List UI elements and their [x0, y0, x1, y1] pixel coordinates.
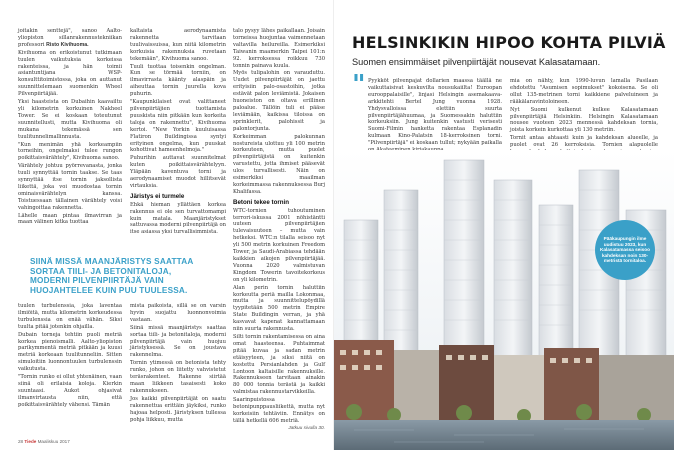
page-footer: [18, 439, 70, 444]
paragraph: Siinä missä maanjäristys saattaa sortaa tiili- ja betonitaloja, moderni pilvenpiirtäjä vain huojuu järistyksessä. Se on joustava rakennelma.: [130, 324, 226, 359]
paragraph: Yksi haasteista on Dubaihin kaavailtu yli kilometrin korkuinen Nakheel Tower. Se ei koskaan toteutunut suunnitellusti, mutta Kivihuoma oli mukana tekemässä sen tuulitunnelimallinnusta.: [18, 99, 122, 140]
paragraph: Nyt Suomi kulkenut kulkee Kalasatamaan pilvenpiirtäjiä Helsinkiin. Helsingin Kalasatamaan nousee vuoteen 2023 mennessä kahdeksan tornia, joista korkein kurkottaa yli 130 metriin.: [510, 106, 658, 134]
paragraph: Puhurihin auttavat suunnitelmat kuten poikittaisvärähtelyyn. Yläpään kaventuva torni ja aerodynaamiset muodot hillitsevät virtauksia.: [130, 155, 226, 189]
paragraph: Korkeimman palokunnan nostureista ulottuu yli 100 metrin korkeuteen, mutta puolet pilvenpiirtäjistä on kuitenkin varustettu, jotta ihmiset pääsevät ulos turvallisesti. Näin on esimerkiksi maailman korkeimmassa rakennuksessa Burj Khalifassa.: [233, 133, 325, 195]
paragraph: Dubain torneja tehtiin puoli metriä korkea pienoismalli. Aalto-yliopiston parikymmentä metriä pitkään ja kuusi metriä korkeaan tuulitunneliin. Sitten simuloitiin luonnontuulen turbulenssin vaikutusta.: [18, 331, 122, 373]
continued-note: Jatkuu sivulla 30.: [288, 425, 325, 431]
paragraph: mia on nähty, kun 1990-luvun lamalla Pasilaan ehdotettu "Asumisen sopimukset" kokoisena. Se oli ollut 135-metrinen torni kaikkiene palveluineen ja rääkälaravintoloineen.: [510, 78, 658, 105]
pull-quote: SIINÄ MISSÄ MAANJÄRISTYS SAATTAA SORTAA TIILI- JA BETONITALOJA, MODERNI PILVENPIIRTÄJÄ VAIN HUOJAHTELEE KUIN PUU TUULESSA.: [30, 257, 194, 295]
quote-mark-icon: ": [352, 70, 366, 100]
paragraph: Tornit antaa ahtaasti kuin ja kahdeksan alueelle, ja puolet ovat 26 kerroksisia. Tornien alapuolelle: [510, 135, 658, 149]
subhead-jaristys: Järistys ei turmele: [130, 192, 185, 200]
left-col-2-upper: [130, 28, 226, 237]
paragraph: tuulen turbulenssia, joka laventaa ilmiöitä, mutta kilometrin korkeudessa turbulenssia on enää vähän. Siksi tuulta pitää jotenkin ohjailla.: [18, 303, 122, 330]
paragraph: Saarinpuistossa betonipunppausliikettä, mutta nyt korkeisiin tehtäviin. Ennätys on tällä hetkellä 606 metriä.: [233, 397, 325, 424]
paragraph: talo pysyy lähes paikallaan. Joisain torneissa huojuntaa vaimennetaan valtavilla heilureilla. Esimerkiksi Taiwanin maamerkin Taipei 101:n 92. kerroksessa roikkuu 730 tonnin painava kuula.: [233, 28, 325, 69]
paragraph: "Tornin runko ei ollut yhtenäinen, vaan siinä oli erilaisia koloja. Kierkin suuntaasi. Aukot ohjasivat ilmanvirtausta niin, että poikittaisvärähtely vähensi. Tämän: [18, 374, 122, 408]
article-subtitle: Suomen ensimmäiset pilvenpiirtäjät nousevat Kalasatamaan.: [352, 57, 601, 67]
subhead-betoni: Betoni tekee tornin: [233, 198, 290, 206]
kalasatama-rendering: [334, 150, 674, 450]
brand-logo: Tiede: [24, 439, 37, 444]
left-col-2-lower: [130, 303, 226, 424]
paragraph: Myös tulipalohin on varauduttu. Uudet pilvenpiirtäjät on jaettu erityisiin palo-osastoihin, jotka estävät palon leviämistä. Jokaisen huoneiston on oltava erillinen paloalue. Tällöin tuli ei pääse leviämään, kaikissa tiloissa on sprinklerit, palohissit ja palontorjunta.: [233, 70, 325, 132]
issue-date: Maaliskuu 2017: [37, 439, 70, 444]
paragraph: "Kaupunkilaiset ovat valittaneet pilvenpiirtäjien tuottamista puuskista niin pitkään kun korkeita taloja on rakennettu", Kivihuoma kertoi. "New Yorkin kuuluisassa Flatiron Buildingissa syntyi erityinen ongelma, kun puuskat kohottivat hameenhelmoja.": [130, 99, 226, 154]
paragraph: joitakin senttejä", sanoo Aalto-yliopiston sillanrakennustekniikan professori Risto Kivihuoma.: [18, 28, 122, 48]
paragraph: Jos kaikki pilvenpiirtäjät on saatu rakennettua erittäin jäykiksi, runko hajoaa helposti. Järistyksen tullessa pohja liikkuu, mutta: [130, 395, 226, 423]
paragraph: "Kun menimän yhä korkeampiin torneihin, ongelmaksi tulee rungon poikittaisvärähtely", Kivihuoma sanoo.: [18, 141, 122, 162]
paragraph: Värähtely johtuu pyörrevanasta, jonka tuuli synnyttää tornin taakse. Se taas synnyttää itse tornin jaksollista liikettä, joka voi muodostaa tornin ominaisvärähtelyn kanssa. Toistuessaan tällainen värähtely voisi vahingoittaa rakennetta.: [18, 163, 122, 211]
paragraph: WTC-tornien tuhoutuminen terrori-iskussa 2001 nöhistäntti uuteen pilvenpiirtäjien tulevaisuuteen – mutta vain hetkeksi. WTC:n tilalla seisoo nyt yli 500 metrin korkuinen Freedom Tower, ja Saudi-Arabiassa tehdään kaikkien aikojen pilvenpiirtäjää. Vuonna 2020 valmistuvan Kingdom Towerin tavoitekorkeus on yli kilometrin.: [233, 207, 325, 283]
info-badge-text: Pääkaupungin ilme uudistuu 2023, kun Kalasatamassa seisoo kahdeksan noin 130-metristä tornitaloa.: [599, 236, 651, 264]
article-headline: HELSINKIKIN HIPOO KOHTA PILVIÄ: [352, 33, 666, 52]
paragraph: Lähelle maan pintaa ilmavirran ja maan välinen kitka tuottaa: [18, 212, 122, 226]
left-col-1-lower: [18, 303, 122, 410]
paragraph: Tuuli tuottaa toisenkin ongelman. Kun se törmää torniin, on ilmavirrasta käänty alaspäin ja aiheuttaa tornin juurella kova puhurin.: [130, 63, 226, 98]
left-col-3: [233, 28, 325, 433]
paragraph: Pyykköt pilvenpajat dollarien maassa täällä ne vaikuttaisivat keskuvilta nousukaiilta! Euroopan eurooppalaisille", linjasi Helsingin asemakaava-arkkitehti Bertel Jung vuonna 1928. Yhdysvalloissa elettiin suurta pilvenpiirtäjähuumaa, ja Suomessakin haluttiin korkeuksiin. Jung kuitenkin vastusti verisesti Suomi-Filmin hanketta rakentaa Esplanadin kulmaan Kino-Palatsin 18-kerroksinen torni. "Pilvenpiirtäjä" ei koskaan tullut; nykyään paikalla: [368, 78, 502, 147]
page-number: 28: [18, 439, 24, 444]
paragraph: Kivihuoma on erikoistunut tutkimaan tuulen vaikutuksia korkeissa rakenteissa, ja hän toimii asiantuntijana WSP-konsulttitoimistossa, joka on auttanut suunnittelemaan suomenkin Wheel Pilvenpiirtäjää.: [18, 49, 122, 98]
paragraph: mista paikoista, sillä se on varsin hyvin suojattu luonnonvoimia vastaan.: [130, 303, 226, 323]
city-illustration: [334, 150, 674, 450]
paragraph: Alan perin tornin haluttiin korkeutta periä mailla Lokonmaa, mutta ja suunnittelupöydillä tyypitetään 500 metrin Empire State Buildingin verran, ja yhä kasvavat kapenat kannattamaan niin suurta rakennusta.: [233, 284, 325, 333]
paragraph: Ehkä hieman yllättäen korkea rakennus ei ole sen turvattomampi kuin matala. Maanjäristykset sattuvassa moderni pilvenpiirtäjä on itse asiassa yksi turvallisimmista.: [130, 201, 227, 236]
left-col-1-upper: [18, 28, 122, 227]
paragraph: Silti tornin rakentamisessa on aina omat haasteensa. Puhtaimmat pitää kuvaa ja sadan metrin etäisyyteen, ja siksi niitä on kostettu Persianlahden ja Gulf Lontoon kaltaisille rakennuksille. Rakennukseen tarvitaan ainakin 80 000 tonnia terästä ja kaikki valmistaa rakennustarvikkeilla.: [233, 333, 325, 396]
paragraph: Tornin ytimessä on betonista tehty runko, johon on liitetty vahvistetut teräsrakenteet. Rakenne siirtää maan liikkeen tasaisesti koko rakennukseen.: [130, 360, 226, 394]
info-badge: [595, 220, 655, 280]
paragraph: kaltaista aerodynaamista rakennetta tarvitaan tuulivaissuissa, kun niitä kilometrin korkuisia rakennuksia ruvetaan tekemään", Kivihuoma sanoo.: [130, 28, 226, 62]
